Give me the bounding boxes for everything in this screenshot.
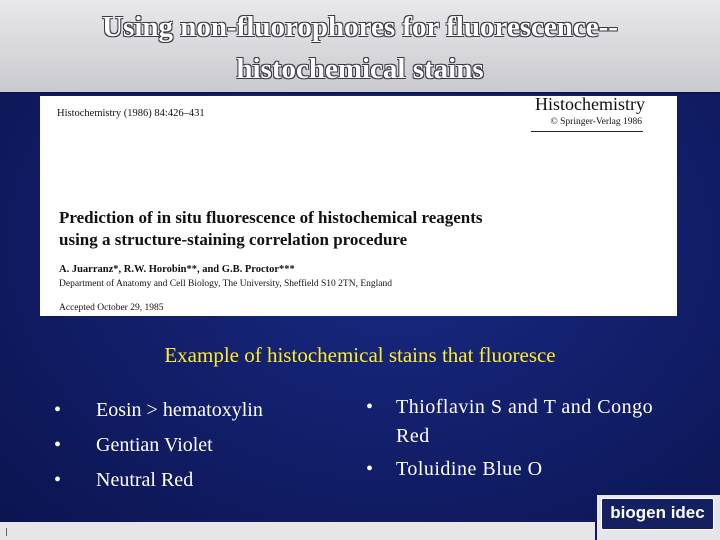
bullet: •: [54, 434, 62, 456]
list-item-label: Gentian Violet: [96, 434, 213, 456]
logo-text: biogen idec: [610, 503, 705, 522]
slide-title: [0, 6, 720, 90]
journal-name: Histochemistry: [535, 94, 645, 114]
bullet: •: [366, 458, 374, 480]
journal-reference: Histochemistry (1986) 84:426–431: [57, 108, 205, 119]
journal-rule: [531, 131, 643, 132]
subheading: Example of histochemical stains that fluoresce: [164, 343, 556, 367]
list-item: [50, 393, 350, 428]
paper-affiliation: Department of Anatomy and Cell Biology, The University, Sheffield S10 2TN, England: [59, 279, 392, 289]
list-item: [364, 393, 674, 451]
list-item-label: Eosin > hematoxylin: [96, 399, 263, 421]
slide-title-line-1: Using non-fluorophores for fluorescence--: [102, 11, 618, 43]
paper-authors: A. Juarranz*, R.W. Horobin**, and G.B. Proctor***: [59, 264, 295, 275]
list-item: [364, 455, 674, 484]
paper-title-line-2: using a structure-staining correlation procedure: [59, 230, 408, 249]
paper-excerpt-image: [40, 96, 677, 316]
list-item: [50, 428, 350, 463]
footer-bar: [0, 522, 595, 540]
list-item-label: Toluidine Blue O: [396, 458, 543, 480]
paper-accepted-date: Accepted October 29, 1985: [59, 303, 164, 313]
paper-title: [59, 207, 579, 251]
list-item: [50, 463, 350, 498]
bullet: •: [54, 469, 62, 491]
list-item-label: Thioflavin S and T and Congo Red: [396, 396, 654, 447]
left-stain-list: [50, 393, 350, 498]
slide-title-line-2: histochemical stains: [236, 53, 484, 85]
journal-publisher: © Springer-Verlag 1986: [550, 117, 642, 127]
footer-tick: [6, 528, 7, 536]
list-item-label: Neutral Red: [96, 469, 194, 491]
right-stain-list: [364, 393, 674, 488]
paper-title-line-1: Prediction of in situ fluorescence of histochemical reagents: [59, 208, 483, 227]
bullet: •: [54, 399, 62, 421]
logo-area: [597, 495, 720, 540]
biogen-idec-logo: [601, 498, 714, 530]
bullet: •: [366, 396, 374, 418]
